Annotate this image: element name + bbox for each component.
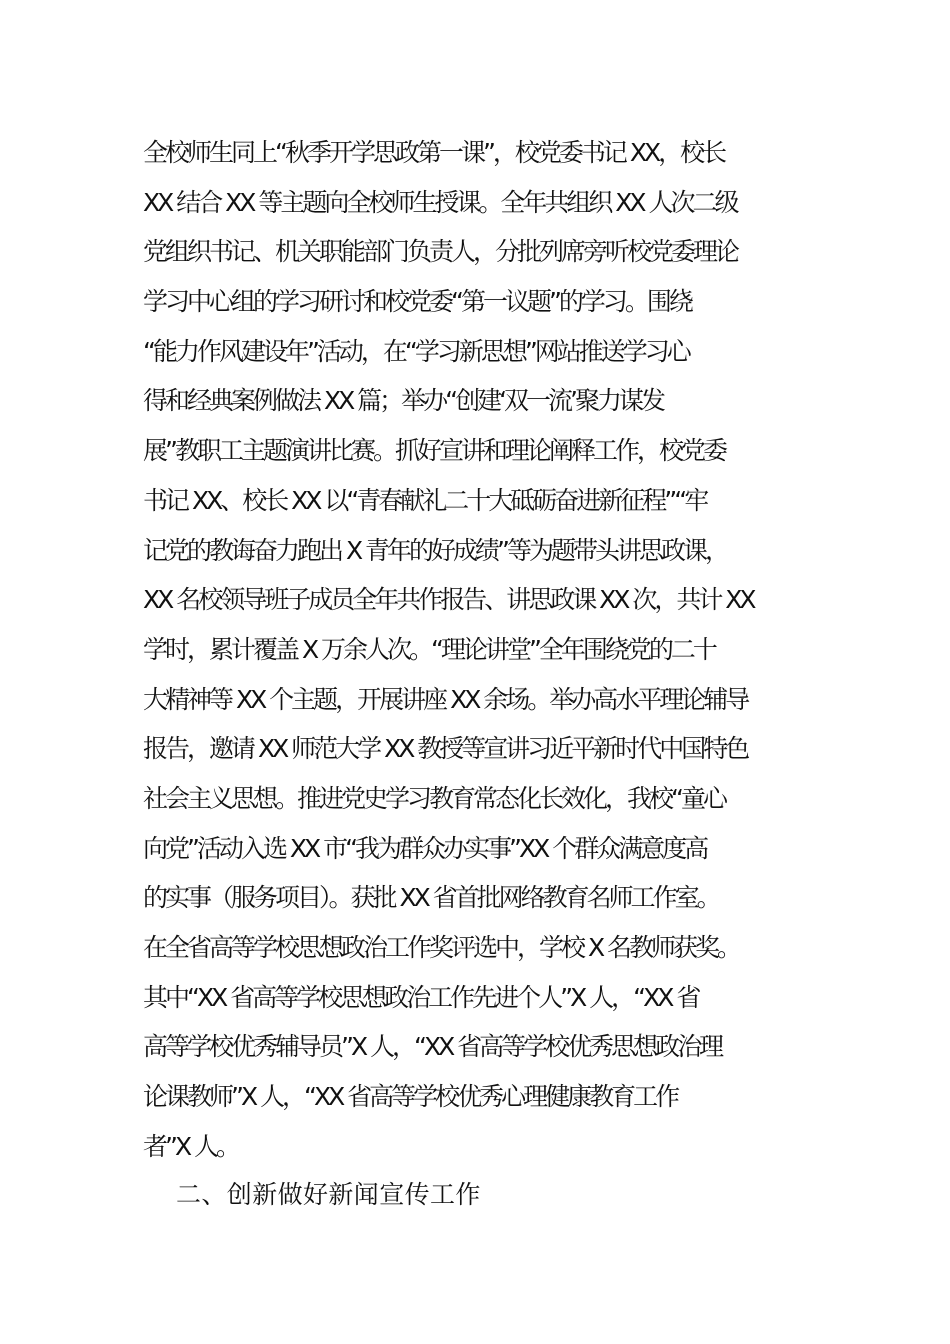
paragraph-line: 报告，邀请 XX 师范大学 XX 教授等宣讲习近平新时代中国特色 <box>143 734 748 764</box>
paragraph-line: 得和经典案例做法 XX 篇；举办“创建‘双一流’聚力谋发 <box>143 386 663 416</box>
paragraph-line: 记党的教诲奋力跑出 X 青年的好成绩”等为题带头讲思政课， <box>143 535 727 565</box>
paragraph-line: 向党”活动入选 XX 市“我为群众办实事”XX 个群众满意度高 <box>143 833 707 863</box>
paragraph-line: 展”教职工主题演讲比赛。抓好宣讲和理论阐释工作，校党委 <box>143 436 725 466</box>
paragraph-line: 论课教师”X 人，“XX 省高等学校优秀心理健康教育工作 <box>143 1082 678 1112</box>
body-paragraph <box>143 128 813 1171</box>
paragraph-line: 社会主义思想。推进党史学习教育常态化长效化，我校“童心 <box>143 783 725 813</box>
paragraph-line: XX 结合 XX 等主题向全校师生授课。全年共组织 XX 人次二级 <box>143 187 737 217</box>
paragraph-line: 其中“XX 省高等学校思想政治工作先进个人”X 人，“XX 省 <box>143 982 699 1012</box>
section-heading: 二、创新做好新闻宣传工作 <box>176 1180 481 1209</box>
paragraph-line: XX 名校领导班子成员全年共作报告、讲思政课 XX 次，共计 XX <box>143 585 754 615</box>
paragraph-line: 党组织书记、机关职能部门负责人，分批列席旁听校党委理论 <box>143 237 738 267</box>
paragraph-line: “能力作风建设年”活动，在“学习新思想”网站推送学习心 <box>143 336 689 366</box>
paragraph-line: 者”X 人。 <box>143 1131 239 1161</box>
paragraph-line: 高等学校优秀辅导员”X 人，“XX 省高等学校优秀思想政治理 <box>143 1032 722 1062</box>
paragraph-line: 全校师生同上“秋季开学思政第一课”，校党委书记 XX，校长 <box>143 138 725 167</box>
paragraph-line: 书记 XX、校长 XX 以“青春献礼二十大砥砺奋进新征程”“牢 <box>143 485 707 515</box>
paragraph-line: 学习中心组的学习研讨和校党委“第一议题”的学习。围绕 <box>143 287 691 317</box>
paragraph-line: 学时，累计覆盖 X 万余人次。“理论讲堂”全年围绕党的二十 <box>143 634 715 664</box>
paragraph-line: 在全省高等学校思想政治工作奖评选中，学校 X 名教师获奖。 <box>143 933 740 962</box>
paragraph-line: 大精神等 XX 个主题，开展讲座 XX 余场。举办高水平理论辅导 <box>143 684 748 714</box>
paragraph-line: 的实事（服务项目）。获批 XX 省首批网络教育名师工作室。 <box>143 883 719 913</box>
